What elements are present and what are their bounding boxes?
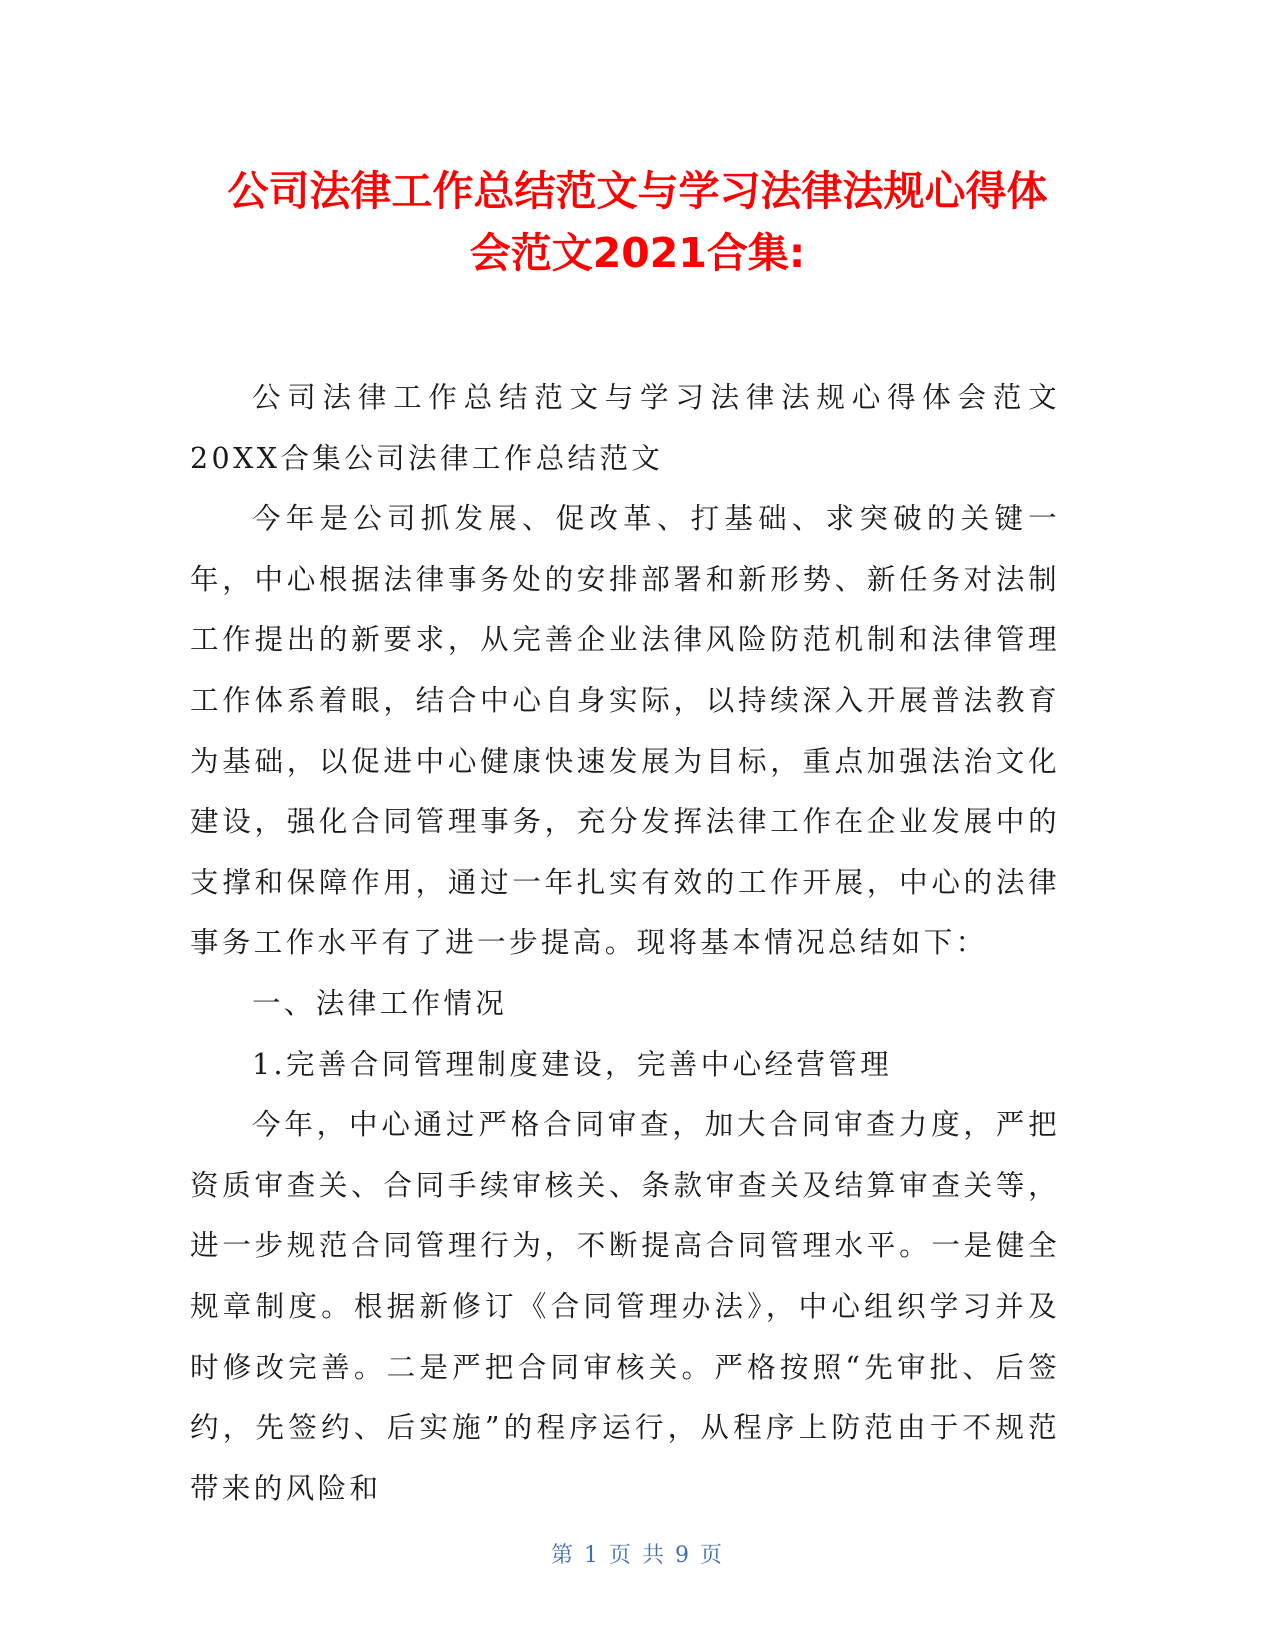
document-title bbox=[150, 160, 1125, 284]
title-line-2: 会范文2021合集: bbox=[469, 229, 806, 277]
paragraph-contract-management: 今年，中心通过严格合同审查，加大合同审查力度，严把资质审查关、合同手续审核关、条款审查关及结算审查关等，进一步规范合同管理行为，不断提高合同管理水平。一是健全规章制度。根据新修订《合同管理办法》，中心组织学习并及时修改完善。二是严把合同审核关。严格按照“先审批、后签约，先签约、后实施”的程序运行，从程序上防范由于不规范带来的风险和 bbox=[190, 1108, 1060, 1505]
page-number-footer: 第 1 页 共 9 页 bbox=[551, 1543, 724, 1568]
title-line-1: 公司法律工作总结范文与学习法律法规心得体 bbox=[227, 167, 1048, 215]
paragraph-summary: 今年是公司抓发展、促改革、打基础、求突破的关键一年，中心根据法律事务处的安排部署和新形势、新任务对法制工作提出的新要求，从完善企业法律风险防范机制和法律管理工作体系着眼，结合中心自身实际，以持续深入开展普法教育为基础，以促进中心健康快速发展为目标，重点加强法治文化建设，强化合同管理事务，充分发挥法律工作在企业发展中的支撑和保障作用，通过一年扎实有效的工作开展，中心的法律事务工作水平有了进一步提高。现将基本情况总结如下： bbox=[190, 502, 1060, 960]
section-heading: 一、法律工作情况 bbox=[252, 986, 508, 1020]
document-body bbox=[190, 368, 1060, 1519]
subsection-heading: 1.完善合同管理制度建设，完善中心经营管理 bbox=[252, 1047, 893, 1081]
paragraph-intro: 公司法律工作总结范文与学习法律法规心得体会范文20XX合集公司法律工作总结范文 bbox=[190, 381, 1060, 475]
